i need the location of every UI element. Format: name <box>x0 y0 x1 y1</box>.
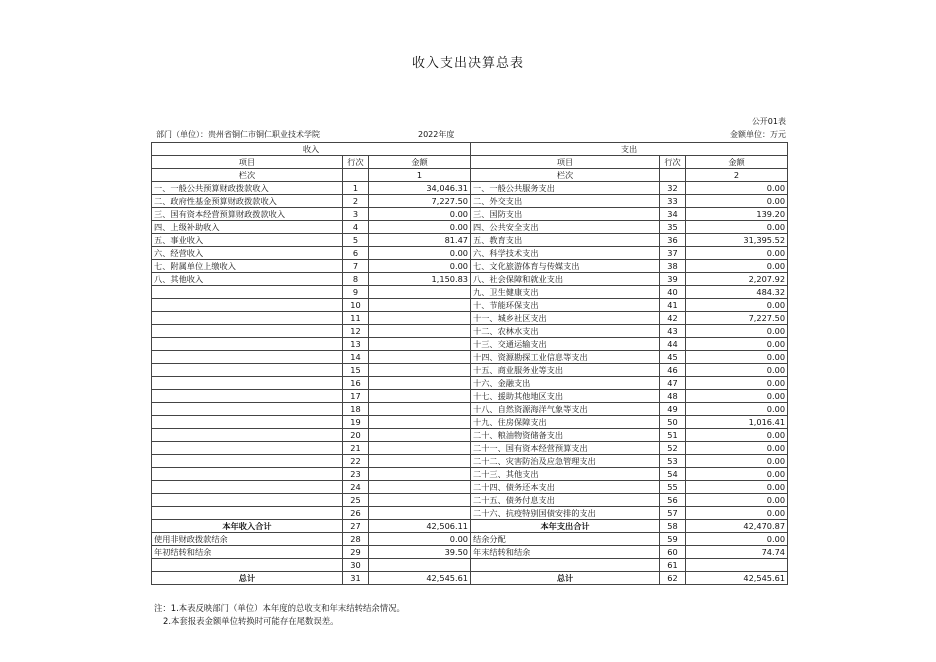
expense-line-header: 行次 <box>660 156 686 169</box>
income-line-no: 19 <box>343 416 369 429</box>
income-line-no: 24 <box>343 481 369 494</box>
income-item: 总计 <box>152 572 343 585</box>
expense-item: 八、社会保障和就业支出 <box>471 273 660 286</box>
income-item: 六、经营收入 <box>152 247 343 260</box>
expense-line-no: 46 <box>660 364 686 377</box>
income-amount: 7,227.50 <box>369 195 471 208</box>
income-item <box>152 559 343 572</box>
table-row <box>152 195 788 208</box>
income-line-no: 21 <box>343 442 369 455</box>
income-line-no: 27 <box>343 520 369 533</box>
expense-line-no: 60 <box>660 546 686 559</box>
table-row <box>152 338 788 351</box>
expense-amount: 0.00 <box>686 442 788 455</box>
income-line-no: 5 <box>343 234 369 247</box>
expense-line-no: 38 <box>660 260 686 273</box>
income-amount: 0.00 <box>369 260 471 273</box>
expense-item: 十五、商业服务业等支出 <box>471 364 660 377</box>
expense-line-no: 36 <box>660 234 686 247</box>
expense-line-no: 35 <box>660 221 686 234</box>
income-line-no: 29 <box>343 546 369 559</box>
table-row <box>152 533 788 546</box>
income-item: 五、事业收入 <box>152 234 343 247</box>
expense-line-no: 40 <box>660 286 686 299</box>
table-row <box>152 208 788 221</box>
expense-section-header: 支出 <box>471 143 788 156</box>
table-row <box>152 390 788 403</box>
table-row <box>152 403 788 416</box>
table-row <box>152 416 788 429</box>
income-amount: 42,506.11 <box>369 520 471 533</box>
expense-item: 十四、资源勘探工业信息等支出 <box>471 351 660 364</box>
income-item: 三、国有资本经营预算财政拨款收入 <box>152 208 343 221</box>
income-amount <box>369 377 471 390</box>
income-amount <box>369 299 471 312</box>
expense-line-no: 52 <box>660 442 686 455</box>
expense-amount: 74.74 <box>686 546 788 559</box>
expense-item: 七、文化旅游体育与传媒支出 <box>471 260 660 273</box>
expense-item: 十九、住房保障支出 <box>471 416 660 429</box>
income-line-no: 15 <box>343 364 369 377</box>
income-expense-table <box>151 142 788 585</box>
income-line-no: 30 <box>343 559 369 572</box>
expense-item: 十、节能环保支出 <box>471 299 660 312</box>
expense-line-no: 45 <box>660 351 686 364</box>
table-row <box>152 481 788 494</box>
table-row <box>152 234 788 247</box>
expense-line-no: 61 <box>660 559 686 572</box>
income-amount <box>369 416 471 429</box>
income-line-no: 17 <box>343 390 369 403</box>
income-amount-header: 金额 <box>369 156 471 169</box>
expense-item: 十六、金融支出 <box>471 377 660 390</box>
expense-line-no: 39 <box>660 273 686 286</box>
expense-item: 二十六、抗疫特别国债安排的支出 <box>471 507 660 520</box>
table-row <box>152 182 788 195</box>
income-amount <box>369 364 471 377</box>
expense-item: 十二、农林水支出 <box>471 325 660 338</box>
expense-line-no: 48 <box>660 390 686 403</box>
income-line-no: 22 <box>343 455 369 468</box>
income-amount: 0.00 <box>369 247 471 260</box>
form-code: 公开01表 <box>751 117 786 126</box>
income-amount <box>369 559 471 572</box>
expense-line-no: 56 <box>660 494 686 507</box>
table-row <box>152 286 788 299</box>
income-amount <box>369 481 471 494</box>
expense-line-no: 47 <box>660 377 686 390</box>
table-row <box>152 546 788 559</box>
expense-amount: 1,016.41 <box>686 416 788 429</box>
footnote-1: 注：1.本表反映部门（单位）本年度的总收支和年末结转结余情况。 <box>154 603 405 613</box>
income-amount: 0.00 <box>369 208 471 221</box>
table-row <box>152 442 788 455</box>
income-item: 一、一般公共预算财政拨款收入 <box>152 182 343 195</box>
expense-amount: 0.00 <box>686 494 788 507</box>
column-order-row <box>152 169 788 182</box>
income-amount: 1,150.83 <box>369 273 471 286</box>
income-item <box>152 312 343 325</box>
income-amount: 34,046.31 <box>369 182 471 195</box>
expense-amount: 0.00 <box>686 351 788 364</box>
income-line-no: 11 <box>343 312 369 325</box>
page-title: 收入支出决算总表 <box>411 56 524 71</box>
expense-amount <box>686 559 788 572</box>
expense-line-no: 49 <box>660 403 686 416</box>
expense-amount: 0.00 <box>686 377 788 390</box>
income-amount <box>369 507 471 520</box>
expense-item: 十一、城乡社区支出 <box>471 312 660 325</box>
expense-amount: 0.00 <box>686 364 788 377</box>
income-item-header: 项目 <box>152 156 343 169</box>
expense-amount: 484.32 <box>686 286 788 299</box>
table-row <box>152 520 788 533</box>
expense-item: 总计 <box>471 572 660 585</box>
income-amount: 81.47 <box>369 234 471 247</box>
table-row <box>152 312 788 325</box>
income-column-order: 栏次 <box>152 169 343 182</box>
income-item: 四、上级补助收入 <box>152 221 343 234</box>
income-line-no: 26 <box>343 507 369 520</box>
expense-amount: 0.00 <box>686 403 788 416</box>
income-amount <box>369 390 471 403</box>
income-amount <box>369 429 471 442</box>
column-header-row <box>152 156 788 169</box>
income-item <box>152 507 343 520</box>
income-amount <box>369 325 471 338</box>
expense-amount: 2,207.92 <box>686 273 788 286</box>
income-item <box>152 442 343 455</box>
income-item <box>152 390 343 403</box>
income-amount <box>369 286 471 299</box>
income-item <box>152 364 343 377</box>
income-item <box>152 286 343 299</box>
expense-item: 本年支出合计 <box>471 520 660 533</box>
table-row <box>152 260 788 273</box>
section-header-row <box>152 143 788 156</box>
income-line-no: 18 <box>343 403 369 416</box>
expense-item: 年末结转和结余 <box>471 546 660 559</box>
income-column-number: 1 <box>369 169 471 182</box>
expense-item: 二十三、其他支出 <box>471 468 660 481</box>
expense-amount: 0.00 <box>686 325 788 338</box>
expense-item: 结余分配 <box>471 533 660 546</box>
income-amount: 42,545.61 <box>369 572 471 585</box>
expense-item: 一、一般公共服务支出 <box>471 182 660 195</box>
expense-item: 三、国防支出 <box>471 208 660 221</box>
income-amount: 39.50 <box>369 546 471 559</box>
expense-line-no: 51 <box>660 429 686 442</box>
income-amount <box>369 351 471 364</box>
expense-line-no: 54 <box>660 468 686 481</box>
income-amount: 0.00 <box>369 533 471 546</box>
table-row <box>152 429 788 442</box>
income-line-no: 31 <box>343 572 369 585</box>
expense-line-no: 37 <box>660 247 686 260</box>
expense-line-no: 41 <box>660 299 686 312</box>
income-item <box>152 351 343 364</box>
expense-item: 二十四、债务还本支出 <box>471 481 660 494</box>
expense-amount: 0.00 <box>686 182 788 195</box>
expense-item: 六、科学技术支出 <box>471 247 660 260</box>
expense-line-no: 42 <box>660 312 686 325</box>
footnotes <box>154 602 405 628</box>
expense-amount: 139.20 <box>686 208 788 221</box>
expense-amount: 0.00 <box>686 247 788 260</box>
income-amount <box>369 468 471 481</box>
income-column-order-blank <box>343 169 369 182</box>
table-row <box>152 572 788 585</box>
expense-line-no: 43 <box>660 325 686 338</box>
expense-item: 五、教育支出 <box>471 234 660 247</box>
expense-line-no: 53 <box>660 455 686 468</box>
income-line-no: 9 <box>343 286 369 299</box>
income-item: 使用非财政拨款结余 <box>152 533 343 546</box>
fiscal-year: 2022年度 <box>418 130 455 139</box>
expense-amount: 0.00 <box>686 390 788 403</box>
expense-amount: 0.00 <box>686 533 788 546</box>
expense-amount: 0.00 <box>686 299 788 312</box>
income-line-no: 8 <box>343 273 369 286</box>
income-line-no: 7 <box>343 260 369 273</box>
department-label: 部门（单位）：贵州省铜仁市铜仁职业技术学院 <box>156 130 320 139</box>
expense-item: 二十一、国有资本经营预算支出 <box>471 442 660 455</box>
income-item <box>152 299 343 312</box>
table-row <box>152 468 788 481</box>
expense-line-no: 34 <box>660 208 686 221</box>
expense-column-number: 2 <box>686 169 788 182</box>
income-line-no: 3 <box>343 208 369 221</box>
income-item <box>152 377 343 390</box>
income-line-no: 25 <box>343 494 369 507</box>
income-item <box>152 481 343 494</box>
income-line-no: 1 <box>343 182 369 195</box>
expense-line-no: 62 <box>660 572 686 585</box>
income-line-no: 10 <box>343 299 369 312</box>
income-item: 本年收入合计 <box>152 520 343 533</box>
expense-item: 九、卫生健康支出 <box>471 286 660 299</box>
income-line-no: 16 <box>343 377 369 390</box>
expense-column-order: 栏次 <box>471 169 660 182</box>
expense-line-no: 58 <box>660 520 686 533</box>
income-line-no: 20 <box>343 429 369 442</box>
income-amount: 0.00 <box>369 221 471 234</box>
income-section-header: 收入 <box>152 143 471 156</box>
expense-amount: 0.00 <box>686 481 788 494</box>
income-line-no: 6 <box>343 247 369 260</box>
expense-line-no: 59 <box>660 533 686 546</box>
income-item <box>152 338 343 351</box>
income-line-header: 行次 <box>343 156 369 169</box>
expense-amount: 0.00 <box>686 429 788 442</box>
expense-amount: 0.00 <box>686 260 788 273</box>
expense-item: 十七、援助其他地区支出 <box>471 390 660 403</box>
income-amount <box>369 338 471 351</box>
amount-unit: 金额单位：万元 <box>730 130 786 139</box>
table-row <box>152 455 788 468</box>
expense-amount: 42,470.87 <box>686 520 788 533</box>
income-item: 七、附属单位上缴收入 <box>152 260 343 273</box>
income-item <box>152 325 343 338</box>
income-item <box>152 494 343 507</box>
expense-item <box>471 559 660 572</box>
expense-amount-header: 金额 <box>686 156 788 169</box>
income-item <box>152 455 343 468</box>
expense-line-no: 33 <box>660 195 686 208</box>
table-row <box>152 377 788 390</box>
table-row <box>152 273 788 286</box>
table-row <box>152 247 788 260</box>
table-row <box>152 351 788 364</box>
footnote-2: 2.本套报表金额单位转换时可能存在尾数误差。 <box>163 616 339 626</box>
income-amount <box>369 494 471 507</box>
expense-amount: 0.00 <box>686 195 788 208</box>
expense-amount: 0.00 <box>686 468 788 481</box>
expense-item: 二、外交支出 <box>471 195 660 208</box>
expense-line-no: 57 <box>660 507 686 520</box>
table-row <box>152 221 788 234</box>
income-amount <box>369 312 471 325</box>
expense-item: 二十、粮油物资储备支出 <box>471 429 660 442</box>
income-item: 二、政府性基金预算财政拨款收入 <box>152 195 343 208</box>
income-line-no: 28 <box>343 533 369 546</box>
table-row <box>152 299 788 312</box>
income-item: 年初结转和结余 <box>152 546 343 559</box>
expense-amount: 0.00 <box>686 507 788 520</box>
table-body <box>152 182 788 585</box>
table-row <box>152 507 788 520</box>
income-line-no: 4 <box>343 221 369 234</box>
table-row <box>152 494 788 507</box>
expense-item: 二十二、灾害防治及应急管理支出 <box>471 455 660 468</box>
table-row <box>152 559 788 572</box>
expense-line-no: 50 <box>660 416 686 429</box>
expense-item: 十三、交通运输支出 <box>471 338 660 351</box>
expense-amount: 0.00 <box>686 455 788 468</box>
expense-amount: 31,395.52 <box>686 234 788 247</box>
income-item <box>152 403 343 416</box>
expense-amount: 0.00 <box>686 221 788 234</box>
income-line-no: 23 <box>343 468 369 481</box>
income-line-no: 14 <box>343 351 369 364</box>
expense-item: 二十五、债务付息支出 <box>471 494 660 507</box>
expense-item: 十八、自然资源海洋气象等支出 <box>471 403 660 416</box>
income-item <box>152 468 343 481</box>
income-item <box>152 416 343 429</box>
income-item <box>152 429 343 442</box>
expense-line-no: 32 <box>660 182 686 195</box>
expense-column-order-blank <box>660 169 686 182</box>
income-amount <box>369 403 471 416</box>
table-row <box>152 325 788 338</box>
expense-item: 四、公共安全支出 <box>471 221 660 234</box>
income-line-no: 12 <box>343 325 369 338</box>
income-amount <box>369 442 471 455</box>
income-amount <box>369 455 471 468</box>
income-item: 八、其他收入 <box>152 273 343 286</box>
expense-line-no: 55 <box>660 481 686 494</box>
income-line-no: 13 <box>343 338 369 351</box>
expense-amount: 42,545.61 <box>686 572 788 585</box>
expense-amount: 7,227.50 <box>686 312 788 325</box>
expense-amount: 0.00 <box>686 338 788 351</box>
expense-item-header: 项目 <box>471 156 660 169</box>
expense-line-no: 44 <box>660 338 686 351</box>
table-row <box>152 364 788 377</box>
income-line-no: 2 <box>343 195 369 208</box>
